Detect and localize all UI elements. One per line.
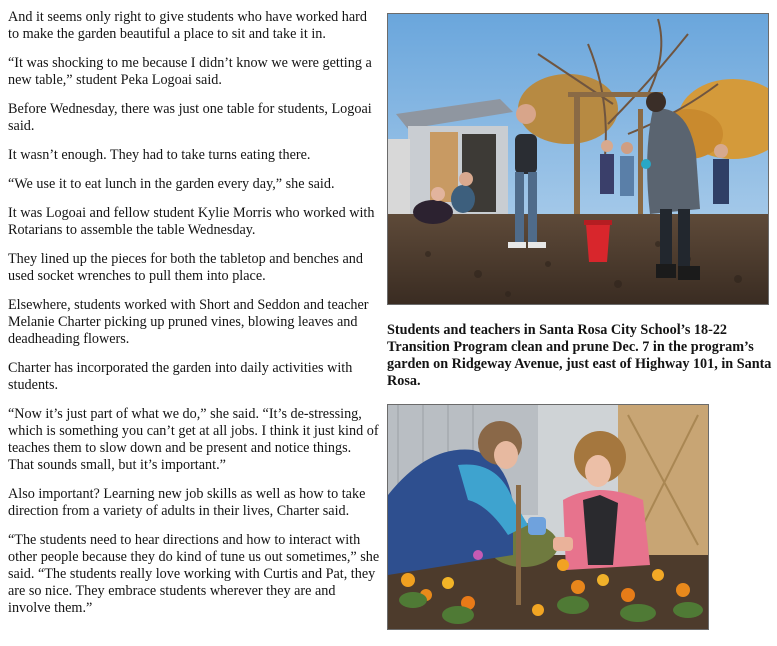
article-paragraph: “We use it to eat lunch in the garden every day,” she said. — [8, 176, 335, 192]
article-paragraph: They lined up the pieces for both the tabletop and benches and used socket wrenches to pull them into place. — [8, 251, 363, 284]
article-paragraph: Before Wednesday, there was just one table for students, Logoai said. — [8, 101, 372, 134]
article-body — [8, 9, 380, 629]
garden-cleanup-photo — [387, 13, 769, 305]
article-paragraph: And it seems only right to give students who have worked hard to make the garden beautiful a place to sit and take it in. — [8, 9, 367, 42]
article-paragraph: Charter has incorporated the garden into daily activities with students. — [8, 360, 353, 393]
article-paragraph: “It was shocking to me because I didn’t know we were getting a new table,” student Peka Logoai said. — [8, 55, 372, 88]
article-paragraph: “The students need to hear directions and how to interact with other people because they do kind of tune us out sometimes,” she said. “The students really love working with Curtis and Pat, they are so nice. They embrace students wherever they are and involve them.” — [8, 532, 380, 616]
article-paragraph: It was Logoai and fellow student Kylie Morris who worked with Rotarians to assemble the table Wednesday. — [8, 205, 375, 238]
planting-flowers-photo — [387, 404, 709, 630]
article-paragraph: Elsewhere, students worked with Short and Seddon and teacher Melanie Charter picking up pruned vines, blowing leaves and deadheading flowers. — [8, 297, 369, 347]
photo-caption: Students and teachers in Santa Rosa City School’s 18-22 Transition Program clean and prune Dec. 7 in the program’s garden on Ridgeway Avenue, just east of Highway 101, in Santa Rosa. — [387, 322, 772, 389]
article-paragraph: “Now it’s just part of what we do,” she said. “It’s de-stressing, which is something you can’t get at all jobs. I think it just kind of teaches them to slow down and be present and notice things. That sounds small, but it’s important.” — [8, 406, 379, 473]
article-paragraph: It wasn’t enough. They had to take turns eating there. — [8, 147, 311, 163]
article-paragraph: Also important? Learning new job skills as well as how to take direction from a variety of adults in their lives, Charter said. — [8, 486, 366, 519]
